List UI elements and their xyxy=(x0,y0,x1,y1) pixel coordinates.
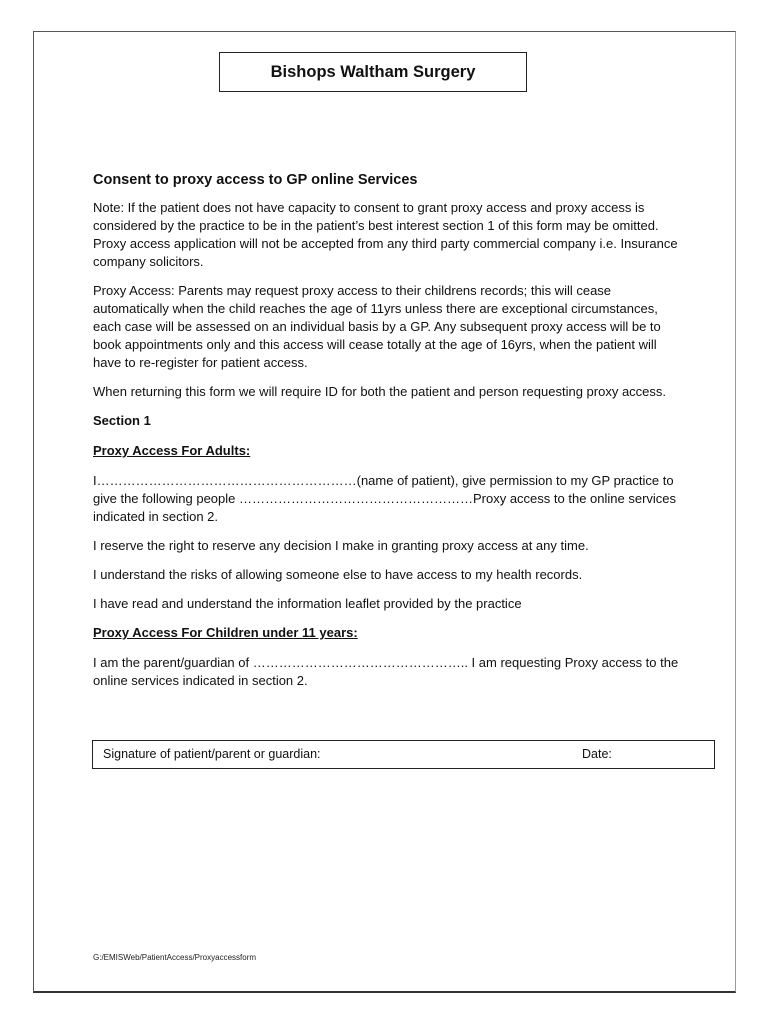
understand-risks-statement: I understand the risks of allowing someone else to have access to my health records. xyxy=(93,567,583,582)
date-label: Date: xyxy=(582,747,612,761)
footer-file-path: G:/EMISWeb/PatientAccess/Proxyaccessform xyxy=(93,953,257,962)
surgery-title: Bishops Waltham Surgery xyxy=(270,62,476,81)
form-content xyxy=(93,170,683,701)
note-paragraph: Note: If the patient does not have capacity to consent to grant proxy access and proxy access is considered by the practice to be in the patient’s best interest section 1 of this form may be omitted. Proxy access application will not be accepted from any third party commercial company i.e. Insurance company solicitors. xyxy=(93,200,678,269)
children-statement: I am the parent/guardian of ………………………………………….. I am requesting Proxy access to the online services indicated in section 2. xyxy=(93,655,679,688)
adults-heading: Proxy Access For Adults: xyxy=(93,443,251,458)
form-heading: Consent to proxy access to GP online Services xyxy=(93,172,418,188)
proxy-access-paragraph: Proxy Access: Parents may request proxy access to their childrens records; this will cease automatically when the child reaches the age of 11yrs unless there are exceptional circumstances, each case will be assessed on an individual basis by a GP. Any subsequent proxy access will be to book appointments only and this access will cease totally at the age of 16yrs, when the patient will have to re-register for patient access. xyxy=(93,283,661,370)
reserve-right-statement: I reserve the right to reserve any decision I make in granting proxy access at any time. xyxy=(93,538,589,553)
id-requirement-paragraph: When returning this form we will require ID for both the patient and person requesting proxy access. xyxy=(93,384,667,399)
section-1-label: Section 1 xyxy=(93,413,151,428)
signature-label: Signature of patient/parent or guardian: xyxy=(103,747,321,761)
read-leaflet-statement: I have read and understand the information leaflet provided by the practice xyxy=(93,596,522,611)
adults-permission-statement: I……………………………………………………(name of patient), give permission to my GP practice to give the following people ………………………………………………Proxy access to the online services indicated in section 2. xyxy=(93,473,677,524)
surgery-title-box xyxy=(219,52,527,92)
children-heading: Proxy Access For Children under 11 years: xyxy=(93,625,358,640)
signature-box[interactable] xyxy=(92,740,715,769)
